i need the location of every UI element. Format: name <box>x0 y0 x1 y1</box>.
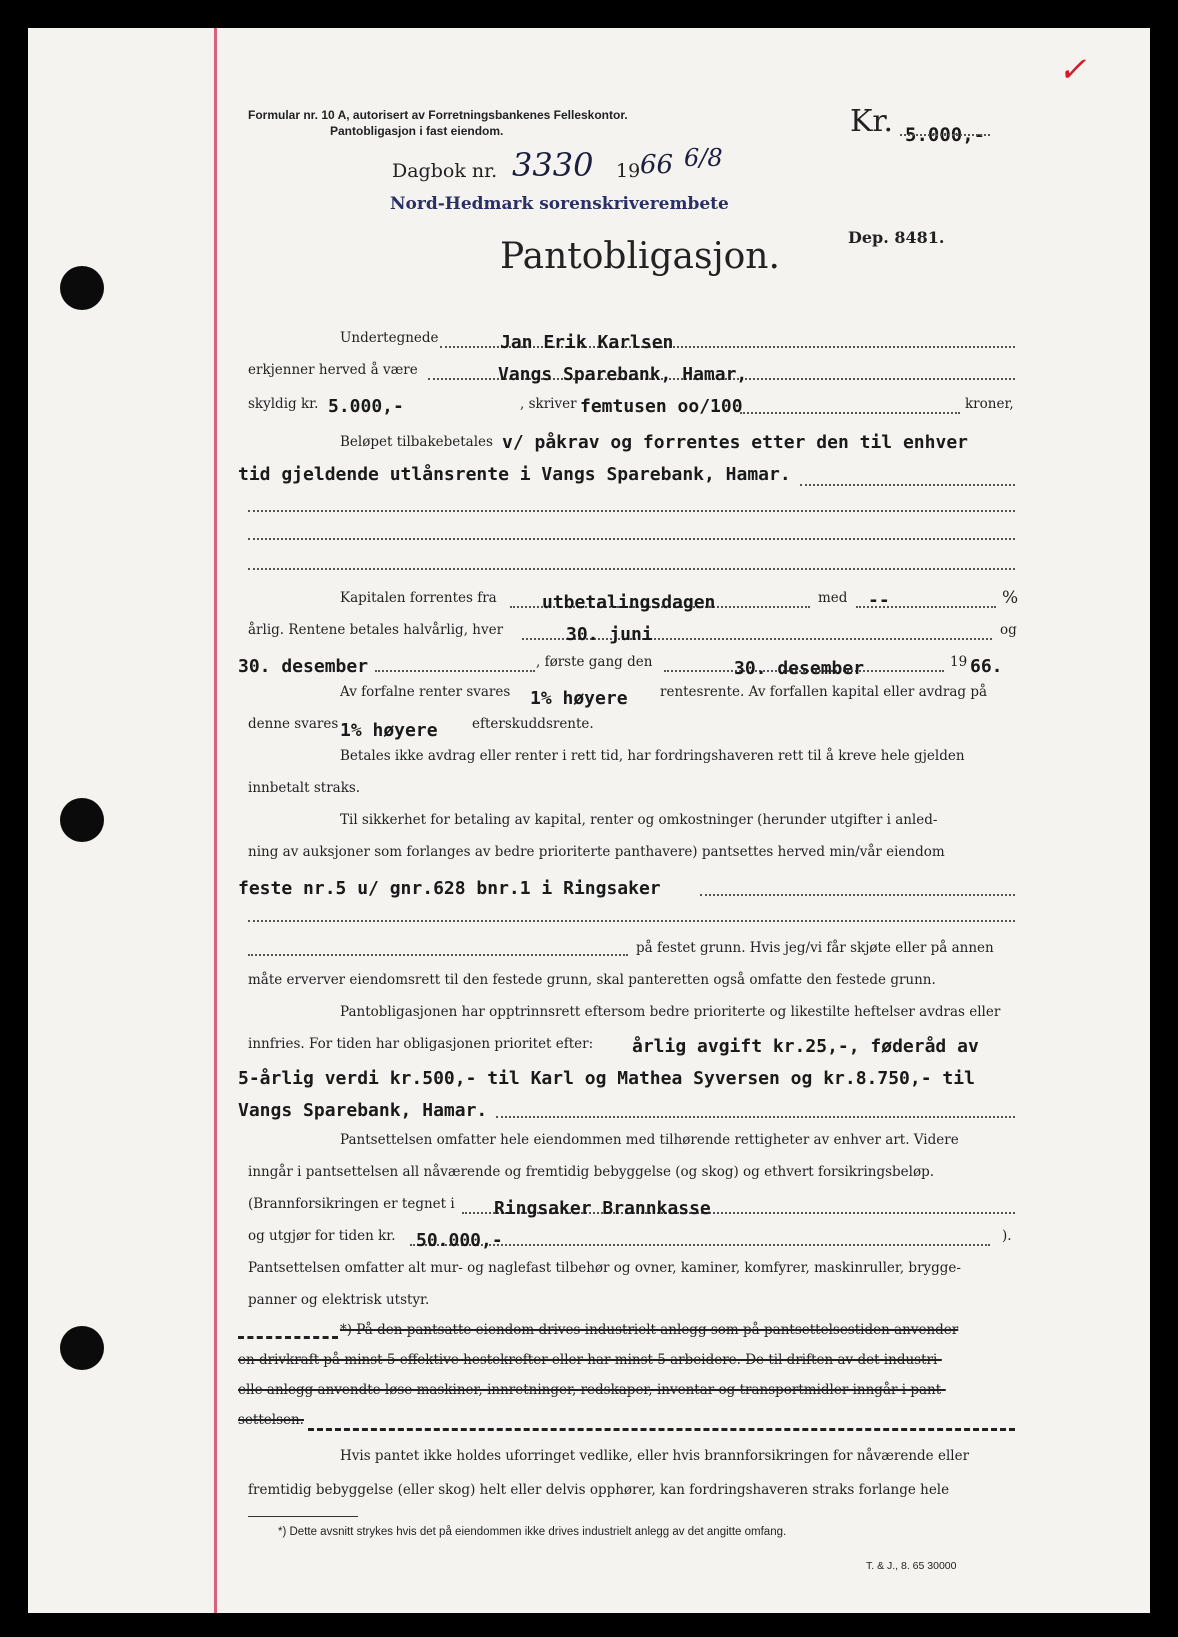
scope-line-1: Pantsettelsen omfatter hele eiendommen med tilhørende rettigheter av enhver art. Videre <box>340 1132 959 1148</box>
betales-line-2: innbetalt straks. <box>248 780 361 796</box>
kr-amount: 5.000,- <box>905 124 986 146</box>
skriver-value: femtusen oo/100 <box>580 396 743 417</box>
priority-line-2-label: innfries. For tiden har obligasjonen prioritet efter: <box>248 1036 594 1052</box>
kapitalen-value: utbetalingsdagen <box>542 592 716 613</box>
dep-number: Dep. 8481. <box>848 228 945 247</box>
security-line-2: ning av auksjoner som forlanges av bedre prioriterte panthavere) pantsettes herved min/vår eiendom <box>248 844 945 860</box>
date-fraction: 6/8 <box>684 144 723 172</box>
priority-line-4: Vangs Sparebank, Hamar. <box>238 1100 488 1121</box>
scope-line-2: inngår i pantsettelsen all nåværende og fremtidig bebyggelse (og skog) og ethvert forsikringsbeløp. <box>248 1164 935 1180</box>
brann-label: (Brannforsikringen er tegnet i <box>248 1196 455 1212</box>
industrial-line-1: *) På den pantsatte eiendom drives industrielt anlegg som på pantsettelsestiden anvender <box>340 1322 959 1338</box>
first-payment-year: 66. <box>970 656 1003 677</box>
belopet-value-1: v/ påkrav og forrentes etter den til enhver <box>502 432 968 453</box>
closing-line-1: Hvis pantet ikke holdes uforringet vedlike, eller hvis brannforsikringen for nåværende eller <box>340 1448 970 1464</box>
og-label: og <box>1000 622 1017 638</box>
undertegnede-value: Jan Erik Karlsen <box>500 332 674 353</box>
punch-hole <box>60 266 104 310</box>
priority-line-1: Pantobligasjonen har opptrinnsrett eftersom bedre prioriterte og likestilte heftelser avdras eller <box>340 1004 1001 1020</box>
security-line-1: Til sikkerhet for betaling av kapital, renter og omkostninger (herunder utgifter i anled- <box>340 812 938 828</box>
priority-line-3: 5-årlig verdi kr.500,- til Karl og Mathea Syversen og kr.8.750,- til <box>238 1068 975 1089</box>
office-stamp: Nord-Hedmark sorenskriverembete <box>390 194 729 214</box>
year-prefix: 19 <box>616 160 641 182</box>
belopet-value-2: tid gjeldende utlånsrente i Vangs Sparebank, Hamar. <box>238 464 791 485</box>
punch-hole <box>60 1326 104 1370</box>
utgjor-value: 50.000,- <box>416 1230 503 1251</box>
betales-line-1: Betales ikke avdrag eller renter i rett tid, har fordringshaveren rett til å kreve hele gjelden <box>340 748 965 764</box>
fixture-line-1: Pantsettelsen omfatter alt mur- og naglefast tilbehør og ovner, kaminer, komfyrer, maskinruller, brygge- <box>248 1260 961 1276</box>
kroner-label: kroner, <box>965 396 1014 412</box>
skyldig-label: skyldig kr. <box>248 396 319 412</box>
festet-tail: på festet grunn. Hvis jeg/vi får skjøte eller på annen <box>636 940 994 956</box>
denne-value: 1% høyere <box>340 720 438 741</box>
percent-sign: % <box>1002 588 1019 608</box>
industrial-line-3: elle anlegg anvendte løse maskiner, innretninger, redskaper, inventar og transportmidler inngår i pant- <box>238 1382 946 1398</box>
med-label: med <box>818 590 848 606</box>
punch-hole <box>60 798 104 842</box>
forfalne-tail: rentesrente. Av forfallen kapital eller avdrag på <box>660 684 988 700</box>
denne-tail: efterskuddsrente. <box>472 716 594 732</box>
first-date: 30. desember <box>238 656 369 677</box>
skriver-label: , skriver <box>520 396 577 412</box>
forste-label: , første gang den <box>536 654 653 670</box>
red-margin-line <box>214 28 217 1613</box>
belopet-label: Beløpet tilbakebetales <box>340 434 493 450</box>
arlig-value: 30. juni <box>566 624 653 645</box>
industrial-line-2: en drivkraft på minst 5 effektive hestekrefter eller har minst 5 arbeidere. De til driften av det industri- <box>238 1352 942 1368</box>
undertegnede-label: Undertegnede <box>340 330 439 346</box>
year-prefix-19: 19 <box>950 654 968 670</box>
form-line-2: Pantobligasjon i fast eiendom. <box>330 124 504 138</box>
mate-line: måte erverver eiendomsrett til den festede grunn, skal panteretten også omfatte den festede grunn. <box>248 972 936 988</box>
close-paren: ). <box>1002 1228 1012 1244</box>
kapitalen-label: Kapitalen forrentes fra <box>340 590 497 606</box>
skyldig-value: 5.000,- <box>328 396 404 417</box>
dagbok-label: Dagbok nr. <box>392 160 498 182</box>
brann-value: Ringsaker Brannkasse <box>494 1198 711 1219</box>
priority-line-2-value: årlig avgift kr.25,-, føderåd av <box>632 1036 979 1057</box>
fixture-line-2: panner og elektrisk utstyr. <box>248 1292 430 1308</box>
year-suffix: 66 <box>640 150 674 180</box>
industrial-line-4: settelsen. <box>238 1412 304 1428</box>
med-value: -- <box>868 590 890 611</box>
arlig-label: årlig. Rentene betales halvårlig, hver <box>248 622 504 638</box>
utgjor-label: og utgjør for tiden kr. <box>248 1228 396 1244</box>
closing-line-2: fremtidig bebyggelse (eller skog) helt eller delvis opphører, kan fordringshaveren straks forlange hele <box>248 1482 950 1498</box>
footnote: *) Dette avsnitt strykes hvis det på eiendommen ikke drives industrielt anlegg av det angitte omfang. <box>278 1526 787 1538</box>
dagbok-number: 3330 <box>512 146 594 184</box>
first-payment-date: 30. desember <box>734 658 865 679</box>
erkjenner-value: Vangs Sparebank, Hamar, <box>498 364 748 385</box>
kr-label: Kr. <box>850 104 893 139</box>
printer-mark: T. & J., 8. 65 30000 <box>866 1560 957 1572</box>
red-checkmark: ✓ <box>1058 50 1087 90</box>
forfalne-value: 1% høyere <box>530 688 628 709</box>
denne-label: denne svares <box>248 716 339 732</box>
property-description: feste nr.5 u/ gnr.628 bnr.1 i Ringsaker <box>238 878 661 899</box>
forfalne-label: Av forfalne renter svares <box>340 684 511 700</box>
document-title: Pantobligasjon. <box>500 236 780 277</box>
form-line-1: Formular nr. 10 A, autorisert av Forretningsbankenes Felleskontor. <box>248 108 628 122</box>
erkjenner-label: erkjenner herved å være <box>248 362 418 378</box>
